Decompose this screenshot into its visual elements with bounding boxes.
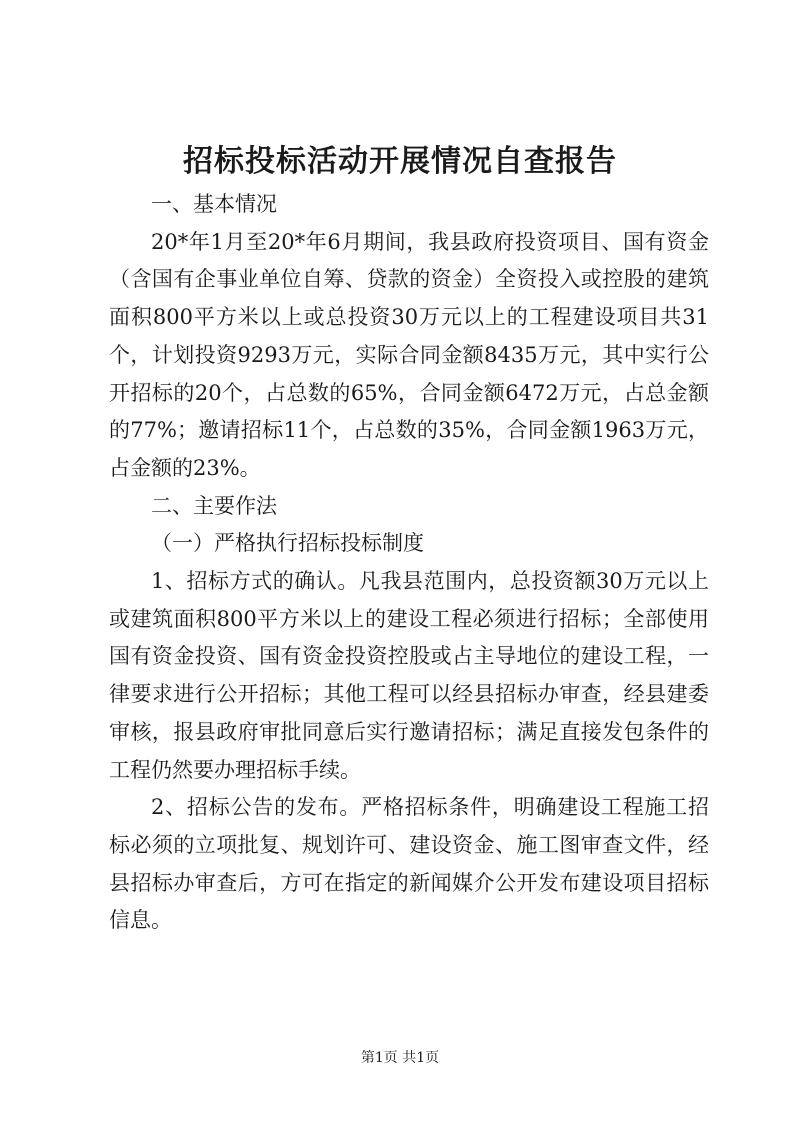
document-body bbox=[109, 186, 709, 940]
paragraph-bidding-method: 1、招标方式的确认。凡我县范围内，总投资额30万元以上或建筑面积800平方米以上的建设工程必须进行招标；全部使用国有资金投资、国有资金投资控股或占主导地位的建设工程，一律要求进行公开招标；其他工程可以经县招标办审查，经县建委审核，报县政府审批同意后实行邀请招标；满足直接发包条件的工程仍然要办理招标手续。 bbox=[109, 569, 709, 782]
section-heading-basic-situation: 一、基本情况 bbox=[151, 192, 277, 216]
page-number: 第1页 共1页 bbox=[360, 1050, 440, 1066]
subsection-heading-bidding-system: （一）严格执行招标投标制度 bbox=[151, 531, 424, 556]
document-title: 招标投标活动开展情况自查报告 bbox=[183, 144, 617, 179]
section-heading-main-practices: 二、主要作法 bbox=[151, 493, 277, 518]
paragraph-bidding-announcement: 2、招标公告的发布。严格招标条件，明确建设工程施工招标必须的立项批复、规划许可、建设资金、施工图审查文件，经县招标办审查后，方可在指定的新闻媒介公开发布建设项目招标信息。 bbox=[109, 795, 709, 933]
paragraph-statistics: 20*年1月至20*年6月期间，我县政府投资项目、国有资金（含国有企事业单位自筹、贷款的资金）全资投入或控股的建筑面积800平方米以上或总投资30万元以上的工程建设项目共31个，计划投资9293万元，实际合同金额8435万元，其中实行公开招标的20个，占总数的65%，合同金额6472万元，占总金额的77%；邀请招标11个，占总数的35%，合同金额1963万元，占金额的23%。 bbox=[109, 229, 709, 480]
